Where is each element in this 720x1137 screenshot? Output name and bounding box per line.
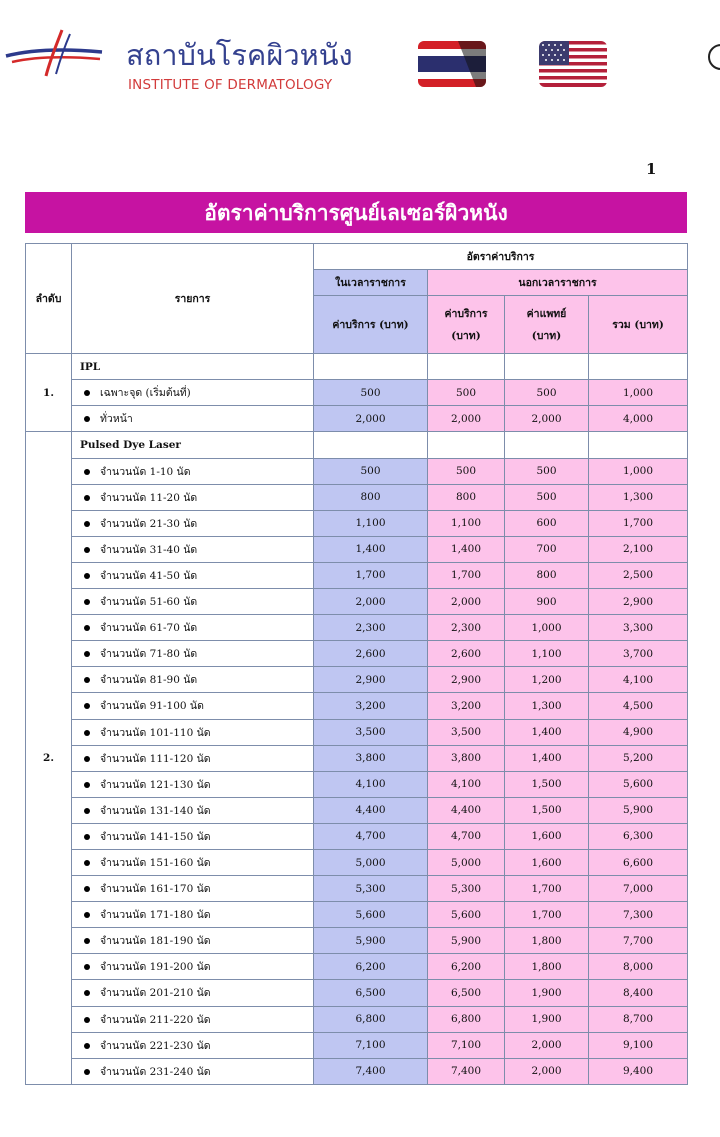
item-cell xyxy=(72,693,314,719)
item-cell xyxy=(72,458,314,484)
table-row xyxy=(26,510,688,536)
column-header-service-fee: ค่าบริการ (บาท) xyxy=(314,296,428,354)
total-cell: 6,300 xyxy=(589,823,688,849)
in-hours-fee-cell: 800 xyxy=(314,484,428,510)
section-row xyxy=(26,432,688,458)
in-hours-fee-cell: 2,300 xyxy=(314,615,428,641)
bullet-icon xyxy=(84,756,90,762)
table-row xyxy=(26,1032,688,1058)
doctor-fee-cell: 600 xyxy=(505,510,589,536)
item-label: จำนวนนัด 211-220 นัด xyxy=(100,1013,211,1026)
document-title: อัตราค่าบริการศูนย์เลเซอร์ผิวหนัง xyxy=(25,192,687,233)
total-cell: 8,000 xyxy=(589,954,688,980)
empty-cell xyxy=(428,432,505,458)
item-label: จำนวนนัด 91-100 นัด xyxy=(100,700,204,713)
doctor-fee-cell: 500 xyxy=(505,458,589,484)
section-title: IPL xyxy=(72,354,314,380)
menu-icon[interactable] xyxy=(708,44,720,70)
in-hours-fee-cell: 1,100 xyxy=(314,510,428,536)
empty-cell xyxy=(589,432,688,458)
total-cell: 4,100 xyxy=(589,667,688,693)
total-cell: 1,000 xyxy=(589,458,688,484)
out-hours-fee-cell: 800 xyxy=(428,484,505,510)
item-cell xyxy=(72,562,314,588)
thai-language-flag-icon[interactable] xyxy=(418,41,486,87)
bullet-icon xyxy=(84,730,90,736)
total-cell: 4,500 xyxy=(589,693,688,719)
empty-cell xyxy=(589,354,688,380)
in-hours-fee-cell: 1,400 xyxy=(314,536,428,562)
in-hours-fee-cell: 3,200 xyxy=(314,693,428,719)
in-hours-fee-cell: 7,400 xyxy=(314,1058,428,1084)
item-label: ทั่วหน้า xyxy=(100,413,133,426)
total-cell: 4,900 xyxy=(589,719,688,745)
total-cell: 9,100 xyxy=(589,1032,688,1058)
column-header-out-service-fee xyxy=(428,296,505,354)
bullet-icon xyxy=(84,938,90,944)
item-label: จำนวนนัด 101-110 นัด xyxy=(100,726,211,739)
section-title: Pulsed Dye Laser xyxy=(72,432,314,458)
total-cell: 2,100 xyxy=(589,536,688,562)
doctor-fee-cell: 900 xyxy=(505,589,589,615)
item-cell xyxy=(72,615,314,641)
header-unit: (บาท) xyxy=(451,329,481,342)
table-row xyxy=(26,641,688,667)
item-cell xyxy=(72,510,314,536)
column-header-rates: อัตราค่าบริการ xyxy=(314,244,688,270)
doctor-fee-cell: 500 xyxy=(505,380,589,406)
total-cell: 7,000 xyxy=(589,876,688,902)
item-label: จำนวนนัด 231-240 นัด xyxy=(100,1065,211,1078)
item-cell xyxy=(72,1032,314,1058)
doctor-fee-cell: 1,400 xyxy=(505,745,589,771)
doctor-fee-cell: 1,400 xyxy=(505,719,589,745)
bullet-icon xyxy=(84,886,90,892)
item-label: จำนวนนัด 61-70 นัด xyxy=(100,622,198,635)
table-row xyxy=(26,536,688,562)
doctor-fee-cell: 1,300 xyxy=(505,693,589,719)
table-row xyxy=(26,693,688,719)
out-hours-fee-cell: 2,600 xyxy=(428,641,505,667)
header-text: ค่าแพทย์ xyxy=(526,307,567,320)
doctor-fee-cell: 1,900 xyxy=(505,980,589,1006)
item-label: จำนวนนัด 111-120 นัด xyxy=(100,752,211,765)
table-row xyxy=(26,1006,688,1032)
in-hours-fee-cell: 5,300 xyxy=(314,876,428,902)
out-hours-fee-cell: 2,900 xyxy=(428,667,505,693)
out-hours-fee-cell: 500 xyxy=(428,458,505,484)
in-hours-fee-cell: 4,400 xyxy=(314,797,428,823)
item-cell xyxy=(72,902,314,928)
bullet-icon xyxy=(84,990,90,996)
column-header-order: ลำดับ xyxy=(26,244,72,354)
out-hours-fee-cell: 5,300 xyxy=(428,876,505,902)
item-cell xyxy=(72,928,314,954)
doctor-fee-cell: 2,000 xyxy=(505,406,589,432)
item-cell xyxy=(72,797,314,823)
item-label: จำนวนนัด 221-230 นัด xyxy=(100,1039,211,1052)
total-cell: 7,300 xyxy=(589,902,688,928)
out-hours-fee-cell: 6,800 xyxy=(428,1006,505,1032)
out-hours-fee-cell: 4,100 xyxy=(428,771,505,797)
in-hours-fee-cell: 2,900 xyxy=(314,667,428,693)
out-hours-fee-cell: 7,100 xyxy=(428,1032,505,1058)
item-cell xyxy=(72,823,314,849)
empty-cell xyxy=(314,432,428,458)
table-row xyxy=(26,980,688,1006)
out-hours-fee-cell: 5,000 xyxy=(428,849,505,875)
in-hours-fee-cell: 4,100 xyxy=(314,771,428,797)
out-hours-fee-cell: 5,600 xyxy=(428,902,505,928)
item-cell xyxy=(72,641,314,667)
doctor-fee-cell: 1,700 xyxy=(505,902,589,928)
table-row xyxy=(26,484,688,510)
table-row xyxy=(26,458,688,484)
bullet-icon xyxy=(84,1017,90,1023)
institute-logo[interactable] xyxy=(4,26,104,78)
in-hours-fee-cell: 2,000 xyxy=(314,589,428,615)
empty-cell xyxy=(428,354,505,380)
doctor-fee-cell: 1,600 xyxy=(505,849,589,875)
bullet-icon xyxy=(84,912,90,918)
out-hours-fee-cell: 1,700 xyxy=(428,562,505,588)
total-cell: 7,700 xyxy=(589,928,688,954)
out-hours-fee-cell: 3,500 xyxy=(428,719,505,745)
doctor-fee-cell: 1,600 xyxy=(505,823,589,849)
bullet-icon xyxy=(84,651,90,657)
bullet-icon xyxy=(84,573,90,579)
total-cell: 8,700 xyxy=(589,1006,688,1032)
rates-body xyxy=(26,354,688,1085)
in-hours-fee-cell: 3,500 xyxy=(314,719,428,745)
item-label: จำนวนนัด 191-200 นัด xyxy=(100,961,211,974)
bullet-icon xyxy=(84,521,90,527)
doctor-fee-cell: 1,200 xyxy=(505,667,589,693)
out-hours-fee-cell: 4,700 xyxy=(428,823,505,849)
column-header-item: รายการ xyxy=(72,244,314,354)
item-label: เฉพาะจุด (เริ่มต้นที่) xyxy=(100,387,191,400)
in-hours-fee-cell: 500 xyxy=(314,380,428,406)
table-row xyxy=(26,797,688,823)
in-hours-fee-cell: 500 xyxy=(314,458,428,484)
bullet-icon xyxy=(84,469,90,475)
item-label: จำนวนนัด 201-210 นัด xyxy=(100,987,211,1000)
item-cell xyxy=(72,954,314,980)
bullet-icon xyxy=(84,1043,90,1049)
bullet-icon xyxy=(84,625,90,631)
total-cell: 4,000 xyxy=(589,406,688,432)
bullet-icon xyxy=(84,703,90,709)
total-cell: 8,400 xyxy=(589,980,688,1006)
in-hours-fee-cell: 6,500 xyxy=(314,980,428,1006)
total-cell: 2,500 xyxy=(589,562,688,588)
item-label: จำนวนนัด 41-50 นัด xyxy=(100,569,198,582)
out-hours-fee-cell: 5,900 xyxy=(428,928,505,954)
item-cell xyxy=(72,1006,314,1032)
item-cell xyxy=(72,849,314,875)
bullet-icon xyxy=(84,964,90,970)
total-cell: 1,700 xyxy=(589,510,688,536)
table-row xyxy=(26,771,688,797)
in-hours-fee-cell: 2,600 xyxy=(314,641,428,667)
doctor-fee-cell: 1,500 xyxy=(505,771,589,797)
column-header-in-hours: ในเวลาราชการ xyxy=(314,270,428,296)
doctor-fee-cell: 700 xyxy=(505,536,589,562)
total-cell: 9,400 xyxy=(589,1058,688,1084)
bullet-icon xyxy=(84,1069,90,1075)
item-cell xyxy=(72,380,314,406)
bullet-icon xyxy=(84,390,90,396)
item-label: จำนวนนัด 141-150 นัด xyxy=(100,830,211,843)
in-hours-fee-cell: 7,100 xyxy=(314,1032,428,1058)
bullet-icon xyxy=(84,547,90,553)
item-cell xyxy=(72,589,314,615)
total-cell: 1,000 xyxy=(589,380,688,406)
item-label: จำนวนนัด 51-60 นัด xyxy=(100,596,198,609)
total-cell: 3,700 xyxy=(589,641,688,667)
in-hours-fee-cell: 5,900 xyxy=(314,928,428,954)
item-label: จำนวนนัด 151-160 นัด xyxy=(100,857,211,870)
in-hours-fee-cell: 2,000 xyxy=(314,406,428,432)
table-row xyxy=(26,589,688,615)
out-hours-fee-cell: 500 xyxy=(428,380,505,406)
doctor-fee-cell: 1,800 xyxy=(505,954,589,980)
column-header-doctor-fee xyxy=(505,296,589,354)
table-row xyxy=(26,719,688,745)
doctor-fee-cell: 500 xyxy=(505,484,589,510)
english-language-flag-icon[interactable] xyxy=(539,41,607,87)
out-hours-fee-cell: 3,200 xyxy=(428,693,505,719)
in-hours-fee-cell: 4,700 xyxy=(314,823,428,849)
item-cell xyxy=(72,719,314,745)
item-label: จำนวนนัด 71-80 นัด xyxy=(100,648,198,661)
table-row xyxy=(26,876,688,902)
table-row xyxy=(26,928,688,954)
out-hours-fee-cell: 1,400 xyxy=(428,536,505,562)
out-hours-fee-cell: 2,300 xyxy=(428,615,505,641)
doctor-fee-cell: 1,700 xyxy=(505,876,589,902)
out-hours-fee-cell: 4,400 xyxy=(428,797,505,823)
header-text: ค่าบริการ xyxy=(444,307,488,320)
total-cell: 5,900 xyxy=(589,797,688,823)
out-hours-fee-cell: 6,200 xyxy=(428,954,505,980)
item-cell xyxy=(72,1058,314,1084)
site-header xyxy=(0,0,720,130)
item-cell xyxy=(72,484,314,510)
brand-name-thai: สถาบันโรคผิวหนัง xyxy=(126,38,353,72)
item-cell xyxy=(72,406,314,432)
in-hours-fee-cell: 5,600 xyxy=(314,902,428,928)
item-label: จำนวนนัด 131-140 นัด xyxy=(100,804,211,817)
total-cell: 2,900 xyxy=(589,589,688,615)
column-header-out-hours: นอกเวลาราชการ xyxy=(428,270,688,296)
section-index: 1. xyxy=(26,354,72,432)
bullet-icon xyxy=(84,599,90,605)
table-row xyxy=(26,954,688,980)
rates-table xyxy=(25,243,688,1085)
total-cell: 6,600 xyxy=(589,849,688,875)
page-number: 1 xyxy=(646,160,657,178)
table-row xyxy=(26,380,688,406)
out-hours-fee-cell: 1,100 xyxy=(428,510,505,536)
empty-cell xyxy=(314,354,428,380)
table-row xyxy=(26,562,688,588)
item-cell xyxy=(72,980,314,1006)
item-label: จำนวนนัด 161-170 นัด xyxy=(100,883,211,896)
doctor-fee-cell: 1,800 xyxy=(505,928,589,954)
table-row xyxy=(26,849,688,875)
item-label: จำนวนนัด 171-180 นัด xyxy=(100,909,211,922)
total-cell: 3,300 xyxy=(589,615,688,641)
table-row xyxy=(26,823,688,849)
doctor-fee-cell: 1,000 xyxy=(505,615,589,641)
column-header-total: รวม (บาท) xyxy=(589,296,688,354)
item-label: จำนวนนัด 31-40 นัด xyxy=(100,543,198,556)
total-cell: 5,200 xyxy=(589,745,688,771)
section-row xyxy=(26,354,688,380)
bullet-icon xyxy=(84,834,90,840)
table-row xyxy=(26,745,688,771)
item-cell xyxy=(72,876,314,902)
item-label: จำนวนนัด 81-90 นัด xyxy=(100,674,198,687)
section-index: 2. xyxy=(26,432,72,1084)
bullet-icon xyxy=(84,416,90,422)
empty-cell xyxy=(505,432,589,458)
in-hours-fee-cell: 5,000 xyxy=(314,849,428,875)
bullet-icon xyxy=(84,782,90,788)
bullet-icon xyxy=(84,677,90,683)
bullet-icon xyxy=(84,860,90,866)
total-cell: 1,300 xyxy=(589,484,688,510)
table-row xyxy=(26,406,688,432)
table-row xyxy=(26,615,688,641)
item-cell xyxy=(72,771,314,797)
item-cell xyxy=(72,745,314,771)
doctor-fee-cell: 1,900 xyxy=(505,1006,589,1032)
in-hours-fee-cell: 6,800 xyxy=(314,1006,428,1032)
in-hours-fee-cell: 1,700 xyxy=(314,562,428,588)
out-hours-fee-cell: 2,000 xyxy=(428,589,505,615)
empty-cell xyxy=(505,354,589,380)
item-label: จำนวนนัด 121-130 นัด xyxy=(100,778,211,791)
doctor-fee-cell: 2,000 xyxy=(505,1058,589,1084)
brand-name-english: INSTITUTE OF DERMATOLOGY xyxy=(128,77,333,93)
doctor-fee-cell: 1,500 xyxy=(505,797,589,823)
doctor-fee-cell: 1,100 xyxy=(505,641,589,667)
table-row xyxy=(26,1058,688,1084)
in-hours-fee-cell: 3,800 xyxy=(314,745,428,771)
item-label: จำนวนนัด 1-10 นัด xyxy=(100,465,191,478)
item-label: จำนวนนัด 11-20 นัด xyxy=(100,491,198,504)
item-cell xyxy=(72,667,314,693)
out-hours-fee-cell: 7,400 xyxy=(428,1058,505,1084)
item-label: จำนวนนัด 181-190 นัด xyxy=(100,935,211,948)
bullet-icon xyxy=(84,495,90,501)
doctor-fee-cell: 2,000 xyxy=(505,1032,589,1058)
out-hours-fee-cell: 2,000 xyxy=(428,406,505,432)
header-unit: (บาท) xyxy=(531,329,562,342)
bullet-icon xyxy=(84,808,90,814)
in-hours-fee-cell: 6,200 xyxy=(314,954,428,980)
out-hours-fee-cell: 6,500 xyxy=(428,980,505,1006)
item-label: จำนวนนัด 21-30 นัด xyxy=(100,517,198,530)
item-cell xyxy=(72,536,314,562)
table-row xyxy=(26,667,688,693)
table-row xyxy=(26,902,688,928)
out-hours-fee-cell: 3,800 xyxy=(428,745,505,771)
total-cell: 5,600 xyxy=(589,771,688,797)
doctor-fee-cell: 800 xyxy=(505,562,589,588)
